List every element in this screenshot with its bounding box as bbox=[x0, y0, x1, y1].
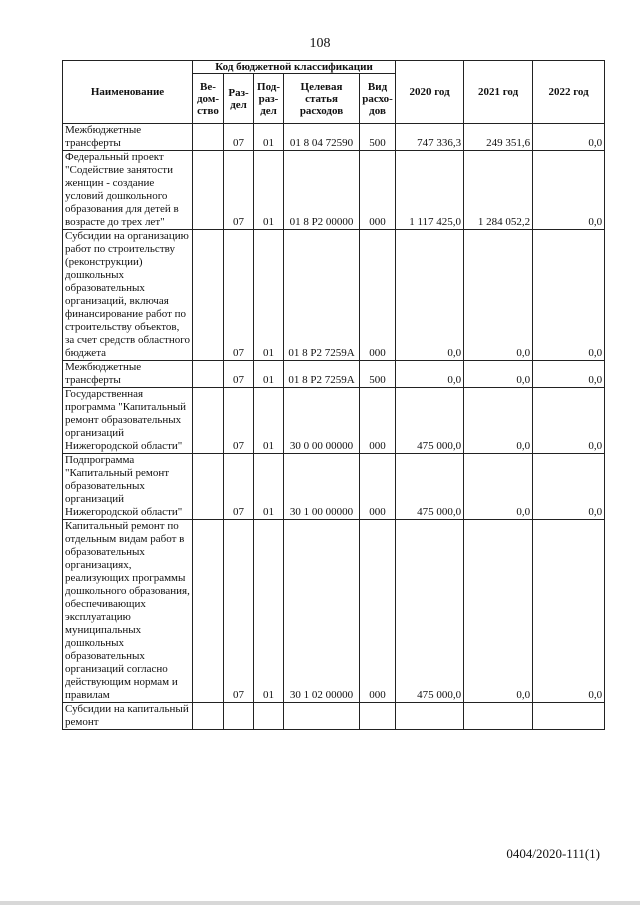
row-vid: 000 bbox=[360, 388, 396, 454]
row-target: 01 8 P2 7259A bbox=[284, 361, 360, 388]
row-podrazdel bbox=[254, 703, 284, 730]
row-podrazdel: 01 bbox=[254, 361, 284, 388]
row-ved bbox=[193, 520, 224, 703]
row-2022: 0,0 bbox=[533, 124, 605, 151]
row-podrazdel: 01 bbox=[254, 230, 284, 361]
row-name: Межбюджетные трансферты bbox=[63, 124, 193, 151]
table-row bbox=[63, 454, 605, 520]
row-target: 01 8 P2 00000 bbox=[284, 151, 360, 230]
row-2020: 475 000,0 bbox=[396, 388, 464, 454]
budget-table bbox=[62, 60, 605, 730]
row-podrazdel: 01 bbox=[254, 151, 284, 230]
row-ved bbox=[193, 151, 224, 230]
table-row bbox=[63, 520, 605, 703]
row-ved bbox=[193, 361, 224, 388]
scan-edge bbox=[0, 901, 640, 905]
row-name: Субсидии на организацию работ по строительству (реконструкции) дошкольных образовательных организаций, включая финансирование работ по строительству объектов, за счет средств областного бюджета bbox=[63, 230, 193, 361]
row-2022: 0,0 bbox=[533, 520, 605, 703]
table-row bbox=[63, 703, 605, 730]
table-row bbox=[63, 124, 605, 151]
document-code: 0404/2020-111(1) bbox=[506, 846, 600, 861]
row-razdel: 07 bbox=[224, 388, 254, 454]
row-razdel: 07 bbox=[224, 454, 254, 520]
row-vid: 500 bbox=[360, 124, 396, 151]
row-razdel: 07 bbox=[224, 520, 254, 703]
header-vid: Вид расхо-дов bbox=[360, 74, 396, 124]
row-2021: 1 284 052,2 bbox=[464, 151, 533, 230]
row-2022: 0,0 bbox=[533, 230, 605, 361]
header-2021: 2021 год bbox=[464, 61, 533, 124]
row-razdel: 07 bbox=[224, 151, 254, 230]
row-2020: 747 336,3 bbox=[396, 124, 464, 151]
row-ved bbox=[193, 388, 224, 454]
row-2022: 0,0 bbox=[533, 454, 605, 520]
row-2021: 249 351,6 bbox=[464, 124, 533, 151]
row-2020 bbox=[396, 703, 464, 730]
row-razdel: 07 bbox=[224, 361, 254, 388]
header-target: Целевая статья расходов bbox=[284, 74, 360, 124]
row-2021: 0,0 bbox=[464, 388, 533, 454]
row-podrazdel: 01 bbox=[254, 124, 284, 151]
row-podrazdel: 01 bbox=[254, 520, 284, 703]
row-name: Межбюджетные трансферты bbox=[63, 361, 193, 388]
row-2022: 0,0 bbox=[533, 388, 605, 454]
row-target: 30 1 00 00000 bbox=[284, 454, 360, 520]
row-name: Федеральный проект "Содействие занятости женщин - создание условий дошкольного образования для детей в возрасте до трех лет" bbox=[63, 151, 193, 230]
header-podrazdel: Под-раз-дел bbox=[254, 74, 284, 124]
row-vid: 000 bbox=[360, 230, 396, 361]
row-ved bbox=[193, 703, 224, 730]
row-2021: 0,0 bbox=[464, 361, 533, 388]
row-name: Субсидии на капитальный ремонт bbox=[63, 703, 193, 730]
row-2020: 475 000,0 bbox=[396, 454, 464, 520]
row-vid: 000 bbox=[360, 454, 396, 520]
row-ved bbox=[193, 124, 224, 151]
row-target: 30 1 02 00000 bbox=[284, 520, 360, 703]
table-row bbox=[63, 151, 605, 230]
row-2020: 0,0 bbox=[396, 230, 464, 361]
row-2022: 0,0 bbox=[533, 151, 605, 230]
row-name: Государственная программа "Капитальный ремонт образовательных организаций Нижегородской области" bbox=[63, 388, 193, 454]
table-row bbox=[63, 361, 605, 388]
header-classification-group: Код бюджетной классификации bbox=[193, 61, 396, 74]
row-ved bbox=[193, 230, 224, 361]
row-2020: 1 117 425,0 bbox=[396, 151, 464, 230]
row-razdel bbox=[224, 703, 254, 730]
row-podrazdel: 01 bbox=[254, 388, 284, 454]
row-2022: 0,0 bbox=[533, 361, 605, 388]
row-vid: 000 bbox=[360, 520, 396, 703]
row-razdel: 07 bbox=[224, 124, 254, 151]
row-2020: 475 000,0 bbox=[396, 520, 464, 703]
row-name: Капитальный ремонт по отдельным видам работ в образовательных организациях, реализующих программы дошкольного образования, обеспечивающих эксплуатацию муниципальных дошкольных образовательных организаций согласно действующим нормам и правилам bbox=[63, 520, 193, 703]
header-razdel: Раз-дел bbox=[224, 74, 254, 124]
row-2021: 0,0 bbox=[464, 454, 533, 520]
row-razdel: 07 bbox=[224, 230, 254, 361]
row-vid: 000 bbox=[360, 151, 396, 230]
header-2020: 2020 год bbox=[396, 61, 464, 124]
row-2021 bbox=[464, 703, 533, 730]
table-row bbox=[63, 230, 605, 361]
row-2021: 0,0 bbox=[464, 230, 533, 361]
header-name: Наименование bbox=[63, 61, 193, 124]
row-2020: 0,0 bbox=[396, 361, 464, 388]
header-vedomstvo: Ве-дом-ство bbox=[193, 74, 224, 124]
table-row bbox=[63, 388, 605, 454]
row-vid: 500 bbox=[360, 361, 396, 388]
row-podrazdel: 01 bbox=[254, 454, 284, 520]
row-target: 30 0 00 00000 bbox=[284, 388, 360, 454]
row-target bbox=[284, 703, 360, 730]
row-target: 01 8 04 72590 bbox=[284, 124, 360, 151]
page-number: 108 bbox=[309, 36, 331, 51]
header-2022: 2022 год bbox=[533, 61, 605, 124]
row-target: 01 8 P2 7259A bbox=[284, 230, 360, 361]
row-ved bbox=[193, 454, 224, 520]
row-vid bbox=[360, 703, 396, 730]
row-2021: 0,0 bbox=[464, 520, 533, 703]
row-name: Подпрограмма "Капитальный ремонт образовательных организаций Нижегородской области" bbox=[63, 454, 193, 520]
row-2022 bbox=[533, 703, 605, 730]
